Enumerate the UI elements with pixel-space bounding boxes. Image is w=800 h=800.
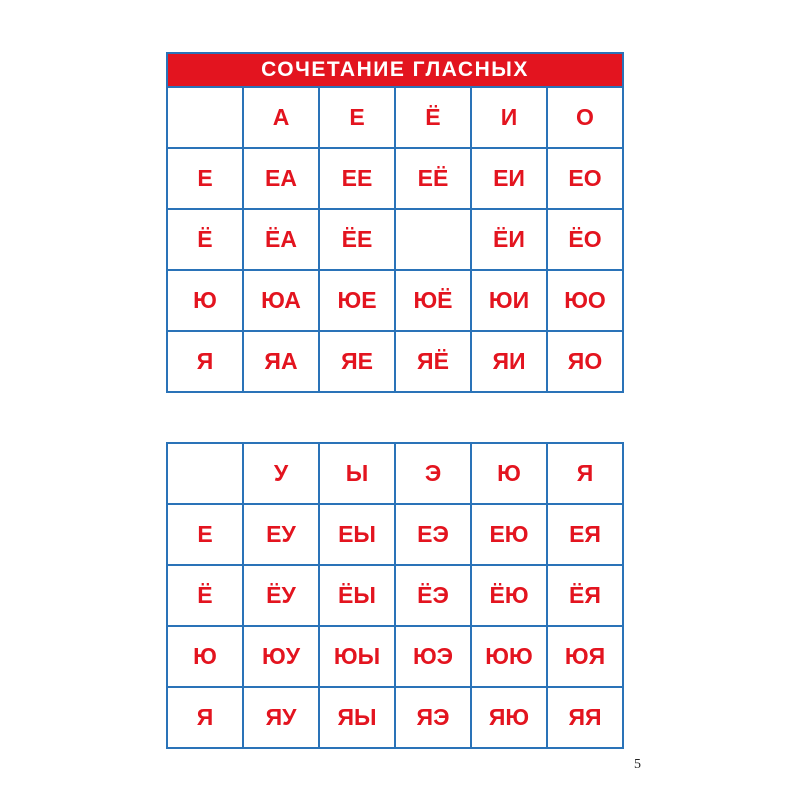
combination-cell: ЮО xyxy=(547,270,623,331)
table-row xyxy=(167,148,623,209)
row-header-cell: Е xyxy=(167,148,243,209)
combination-cell: ЕУ xyxy=(243,504,319,565)
combination-cell: ЁЫ xyxy=(319,565,395,626)
combination-cell: ЮЯ xyxy=(547,626,623,687)
combination-cell: ЁО xyxy=(547,209,623,270)
combination-cell: ЮЭ xyxy=(395,626,471,687)
column-header-cell: И xyxy=(471,87,547,148)
combination-cell: ЮИ xyxy=(471,270,547,331)
combination-cell: ЕИ xyxy=(471,148,547,209)
combination-cell: ЕО xyxy=(547,148,623,209)
combination-cell: ЕЯ xyxy=(547,504,623,565)
combination-cell: ЮУ xyxy=(243,626,319,687)
combination-cell: ЯЁ xyxy=(395,331,471,392)
row-header-cell: Ё xyxy=(167,565,243,626)
table-row xyxy=(167,504,623,565)
table-row xyxy=(167,331,623,392)
corner-cell xyxy=(167,87,243,148)
corner-cell xyxy=(167,443,243,504)
row-header-cell: Ё xyxy=(167,209,243,270)
header-row xyxy=(167,443,623,504)
column-header-cell: Ю xyxy=(471,443,547,504)
combination-cell: ЁЕ xyxy=(319,209,395,270)
column-header-cell: Я xyxy=(547,443,623,504)
column-header-cell: У xyxy=(243,443,319,504)
vowel-combinations-table-1 xyxy=(166,86,624,393)
combination-cell: ЯО xyxy=(547,331,623,392)
combination-cell xyxy=(395,209,471,270)
combination-cell: ЕЭ xyxy=(395,504,471,565)
row-header-cell: Ю xyxy=(167,626,243,687)
combination-cell: ЮЮ xyxy=(471,626,547,687)
header-row xyxy=(167,87,623,148)
combination-cell: ЁА xyxy=(243,209,319,270)
table-row xyxy=(167,626,623,687)
column-header-cell: А xyxy=(243,87,319,148)
combination-cell: ЮЁ xyxy=(395,270,471,331)
combination-cell: ЁУ xyxy=(243,565,319,626)
table-row xyxy=(167,209,623,270)
row-header-cell: Е xyxy=(167,504,243,565)
combination-cell: ЯЫ xyxy=(319,687,395,748)
table-row xyxy=(167,565,623,626)
combination-cell: ЯЯ xyxy=(547,687,623,748)
combination-cell: ЯЮ xyxy=(471,687,547,748)
combination-cell: ЁЯ xyxy=(547,565,623,626)
combination-cell: ЯУ xyxy=(243,687,319,748)
row-header-cell: Ю xyxy=(167,270,243,331)
combination-cell: ЕЫ xyxy=(319,504,395,565)
combination-cell: ЯИ xyxy=(471,331,547,392)
column-header-cell: Е xyxy=(319,87,395,148)
combination-cell: ЕЮ xyxy=(471,504,547,565)
combination-cell: ЯЕ xyxy=(319,331,395,392)
combination-cell: ЁЭ xyxy=(395,565,471,626)
page-number: 5 xyxy=(634,757,641,772)
vowel-combinations-table-2 xyxy=(166,442,624,749)
row-header-cell: Я xyxy=(167,331,243,392)
combination-cell: ЕЁ xyxy=(395,148,471,209)
combination-cell: ЕЕ xyxy=(319,148,395,209)
column-header-cell: О xyxy=(547,87,623,148)
combination-cell: ЮА xyxy=(243,270,319,331)
table-row xyxy=(167,687,623,748)
combination-cell: ЕА xyxy=(243,148,319,209)
combination-cell: ЮЫ xyxy=(319,626,395,687)
column-header-cell: Ё xyxy=(395,87,471,148)
combination-cell: ЮЕ xyxy=(319,270,395,331)
combination-cell: ЯА xyxy=(243,331,319,392)
combination-cell: ЁИ xyxy=(471,209,547,270)
row-header-cell: Я xyxy=(167,687,243,748)
page-title: СОЧЕТАНИЕ ГЛАСНЫХ xyxy=(166,52,624,86)
combination-cell: ЯЭ xyxy=(395,687,471,748)
column-header-cell: Ы xyxy=(319,443,395,504)
column-header-cell: Э xyxy=(395,443,471,504)
table-row xyxy=(167,270,623,331)
combination-cell: ЁЮ xyxy=(471,565,547,626)
